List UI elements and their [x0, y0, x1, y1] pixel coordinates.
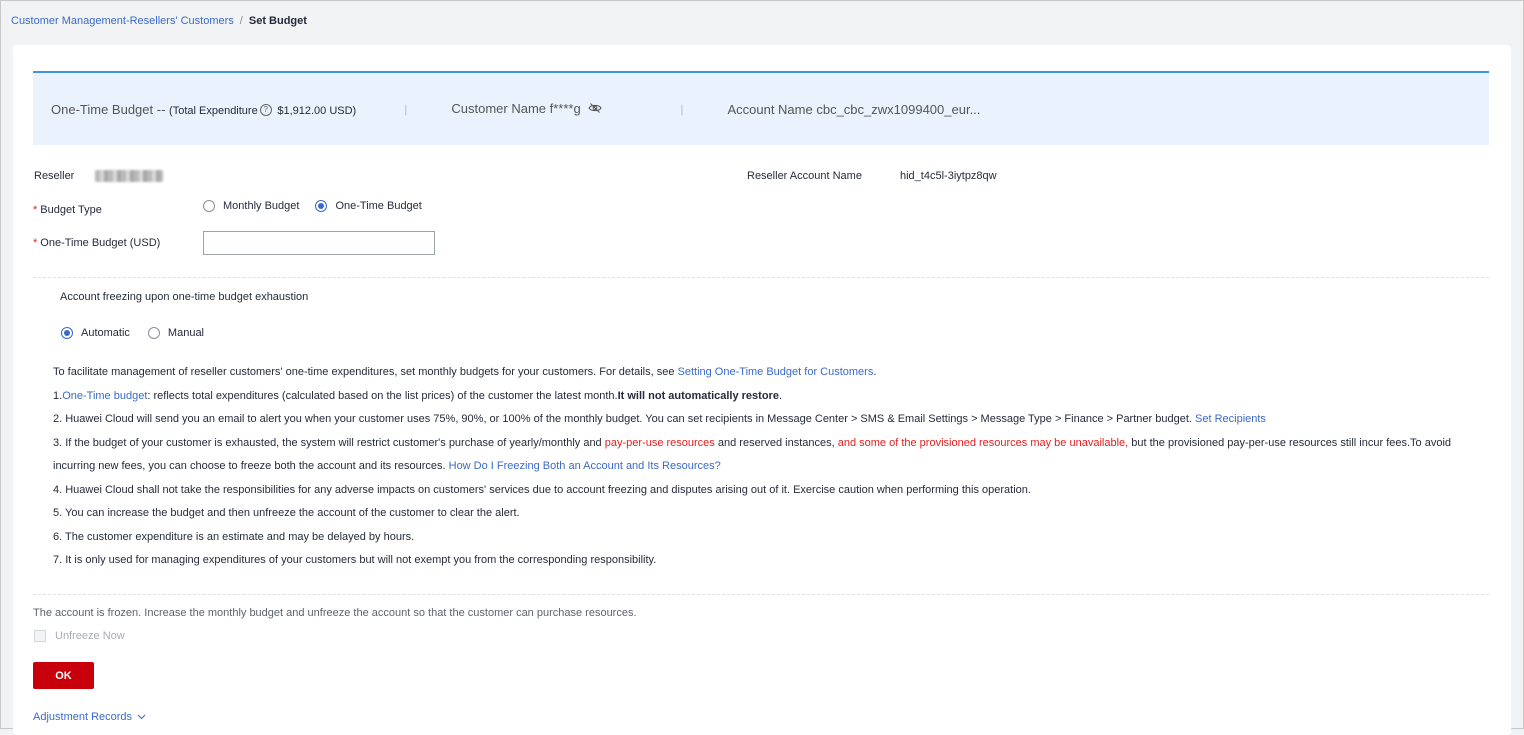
- note-7: 7. It is only used for managing expenditures of your customers but will not exempt you from the corresponding responsibility.: [53, 554, 657, 566]
- budget-label: One-Time Budget: [51, 101, 154, 117]
- one-time-budget-radio[interactable]: One-Time Budget: [315, 200, 421, 212]
- adjustment-records-label: Adjustment Records: [33, 711, 133, 723]
- freeze-radio-group: [61, 327, 220, 339]
- budget-type-radio-group: [203, 200, 438, 212]
- breadcrumb-current: Set Budget: [248, 15, 307, 27]
- budget-summary-banner: [33, 71, 1489, 145]
- reseller-value-redacted: [95, 170, 163, 182]
- budget-notes: [53, 361, 1493, 573]
- note-5: 5. You can increase the budget and then unfreeze the account of the customer to clear the alert.: [53, 507, 520, 519]
- freeze-label: Account freezing upon one-time budget exhaustion: [60, 291, 309, 303]
- divider: [33, 594, 1489, 595]
- customer-name: [451, 101, 602, 117]
- total-expenditure-label: (Total Expenditure: [169, 104, 258, 117]
- banner-divider: |: [680, 102, 684, 116]
- notes-intro: To facilitate management of reseller customers' one-time expenditures, set monthly budgets for your customers. For details, see Setting One-Time Budget for Customers.: [53, 366, 877, 378]
- unfreeze-now-checkbox[interactable]: [34, 630, 125, 642]
- radio-checked-icon[interactable]: [61, 327, 73, 339]
- automatic-radio[interactable]: Automatic: [61, 327, 130, 339]
- radio-icon[interactable]: [203, 200, 215, 212]
- monthly-budget-radio[interactable]: Monthly Budget: [203, 200, 299, 212]
- banner-divider: |: [404, 102, 408, 116]
- divider: [33, 277, 1489, 278]
- setting-budget-doc-link[interactable]: Setting One-Time Budget for Customers: [677, 366, 874, 378]
- total-expenditure-value: $1,912.00 USD): [277, 104, 357, 117]
- one-time-budget-input[interactable]: [203, 231, 435, 255]
- account-name-label: Account Name: [727, 101, 813, 117]
- set-budget-card: [13, 45, 1511, 735]
- note-2: 2. Huawei Cloud will send you an email to alert you when your customer uses 75%, 90%, or 100% of the monthly budget. You can set recipients in Message Center > SMS & Email Settings > Message Type > Finance > Partner budget. Set Recipients: [53, 413, 1266, 425]
- reseller-account-label: Reseller Account Name: [747, 170, 862, 182]
- amount-label: * One-Time Budget (USD): [33, 237, 161, 249]
- customer-name-value: f****g: [549, 100, 581, 116]
- budget-value: --: [156, 101, 166, 117]
- breadcrumb-parent-link[interactable]: Customer Management-Resellers' Customers: [11, 15, 234, 27]
- reseller-account-value: hid_t4c5l-3iytpz8qw: [900, 170, 997, 182]
- unfreeze-now-label: Unfreeze Now: [55, 630, 125, 642]
- one-time-budget-link[interactable]: One-Time budget: [62, 389, 148, 402]
- budget-type-label: * Budget Type: [33, 204, 102, 216]
- freezing-help-link[interactable]: How Do I Freezing Both an Account and Its Resources?: [448, 460, 721, 472]
- note-4: 4. Huawei Cloud shall not take the responsibilities for any adverse impacts on customers' services due to account freezing and disputes arising out of it. Exercise caution when performing this operation.: [53, 483, 1031, 496]
- eye-off-icon[interactable]: [588, 102, 602, 117]
- checkbox-icon[interactable]: [34, 630, 46, 642]
- required-mark: *: [33, 237, 38, 249]
- manual-radio[interactable]: Manual: [148, 327, 204, 339]
- breadcrumb-separator: /: [239, 15, 243, 27]
- ok-button[interactable]: OK: [33, 662, 94, 689]
- note-1: 1.One-Time budget: reflects total expenditures (calculated based on the list prices) of the customer the latest month.It will not automatically restore.: [53, 389, 783, 402]
- breadcrumb: [11, 15, 307, 27]
- radio-icon[interactable]: [148, 327, 160, 339]
- account-name-value: cbc_cbc_zwx1099400_eur...: [816, 101, 981, 117]
- budget-summary: [51, 102, 356, 117]
- required-mark: *: [33, 204, 38, 216]
- chevron-down-icon: [137, 714, 146, 720]
- customer-name-label: Customer Name: [451, 100, 546, 116]
- note-3: 3. If the budget of your customer is exhausted, the system will restrict customer's purchase of yearly/monthly and pay-per-use resources and reserved instances, and some of the provisioned resources may be unavailable, but the provisioned pay-per-use resources still incur fees.To avoid incurring new fees, you can choose to freeze both the account and its resources. How Do I Freezing Both an Account and Its Resources?: [53, 436, 1452, 472]
- radio-checked-icon[interactable]: [315, 200, 327, 212]
- account-name: [727, 102, 980, 117]
- note-6: 6. The customer expenditure is an estimate and may be delayed by hours.: [53, 530, 415, 543]
- help-icon[interactable]: ?: [260, 104, 272, 116]
- reseller-label: Reseller: [34, 170, 75, 182]
- set-recipients-link[interactable]: Set Recipients: [1195, 413, 1266, 425]
- adjustment-records-toggle[interactable]: [33, 711, 146, 723]
- frozen-status-text: The account is frozen. Increase the monthly budget and unfreeze the account so that the customer can purchase resources.: [33, 607, 637, 619]
